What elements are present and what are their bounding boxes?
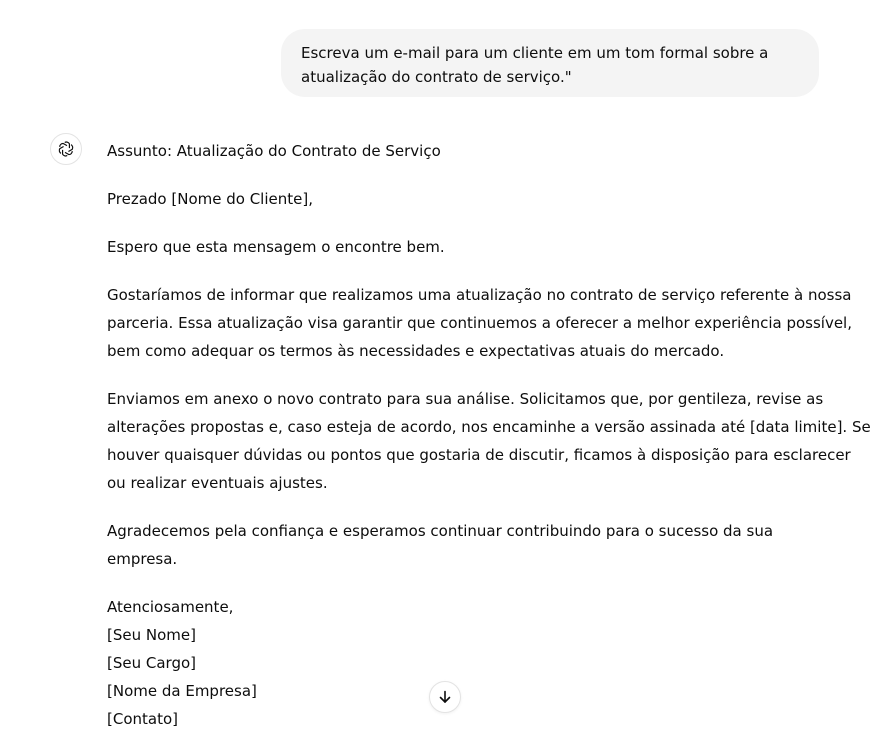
assistant-message — [107, 137, 871, 753]
signature-line: [Nome da Empresa] — [107, 682, 257, 700]
user-message-line: Escreva um e-mail para um cliente em um tom formal sobre a — [301, 44, 769, 62]
email-closing: Agradecemos pela confiança e esperamos continuar contribuindo para o sucesso da sua empresa. — [107, 522, 774, 568]
paragraph-line: alterações propostas e, caso esteja de acordo, nos encaminhe a versão assinada até [data limite]. Se — [107, 418, 871, 436]
email-opening: Espero que esta mensagem o encontre bem. — [107, 238, 445, 256]
email-paragraph-1 — [107, 281, 852, 365]
assistant-avatar — [50, 133, 82, 165]
paragraph-line: Enviamos em anexo o novo contrato para sua análise. Solicitamos que, por gentileza, revise as — [107, 390, 824, 408]
email-paragraph-2 — [107, 385, 871, 497]
arrow-down-icon — [437, 689, 453, 705]
user-message-line: atualização do contrato de serviço." — [301, 68, 572, 86]
signature-line: Atenciosamente, — [107, 598, 234, 616]
email-signature — [107, 593, 827, 733]
email-greeting: Prezado [Nome do Cliente], — [107, 190, 313, 208]
paragraph-line: Gostaríamos de informar que realizamos uma atualização no contrato de serviço referente à nossa — [107, 286, 852, 304]
paragraph-line: ou realizar eventuais ajustes. — [107, 474, 328, 492]
signature-line: [Contato] — [107, 710, 178, 728]
email-subject: Assunto: Atualização do Contrato de Serviço — [107, 142, 441, 160]
openai-logo-icon — [56, 139, 76, 159]
signature-line: [Seu Nome] — [107, 626, 196, 644]
paragraph-line: parceria. Essa atualização visa garantir que continuemos a oferecer a melhor experiência possível, — [107, 314, 852, 332]
paragraph-line: bem como adequar os termos às necessidades e expectativas atuais do mercado. — [107, 342, 725, 360]
user-message-bubble — [281, 29, 819, 97]
scroll-to-bottom-button[interactable] — [429, 681, 461, 713]
paragraph-line: houver quaisquer dúvidas ou pontos que gostaria de discutir, ficamos à disposição para esclarecer — [107, 446, 851, 464]
signature-line: [Seu Cargo] — [107, 654, 196, 672]
